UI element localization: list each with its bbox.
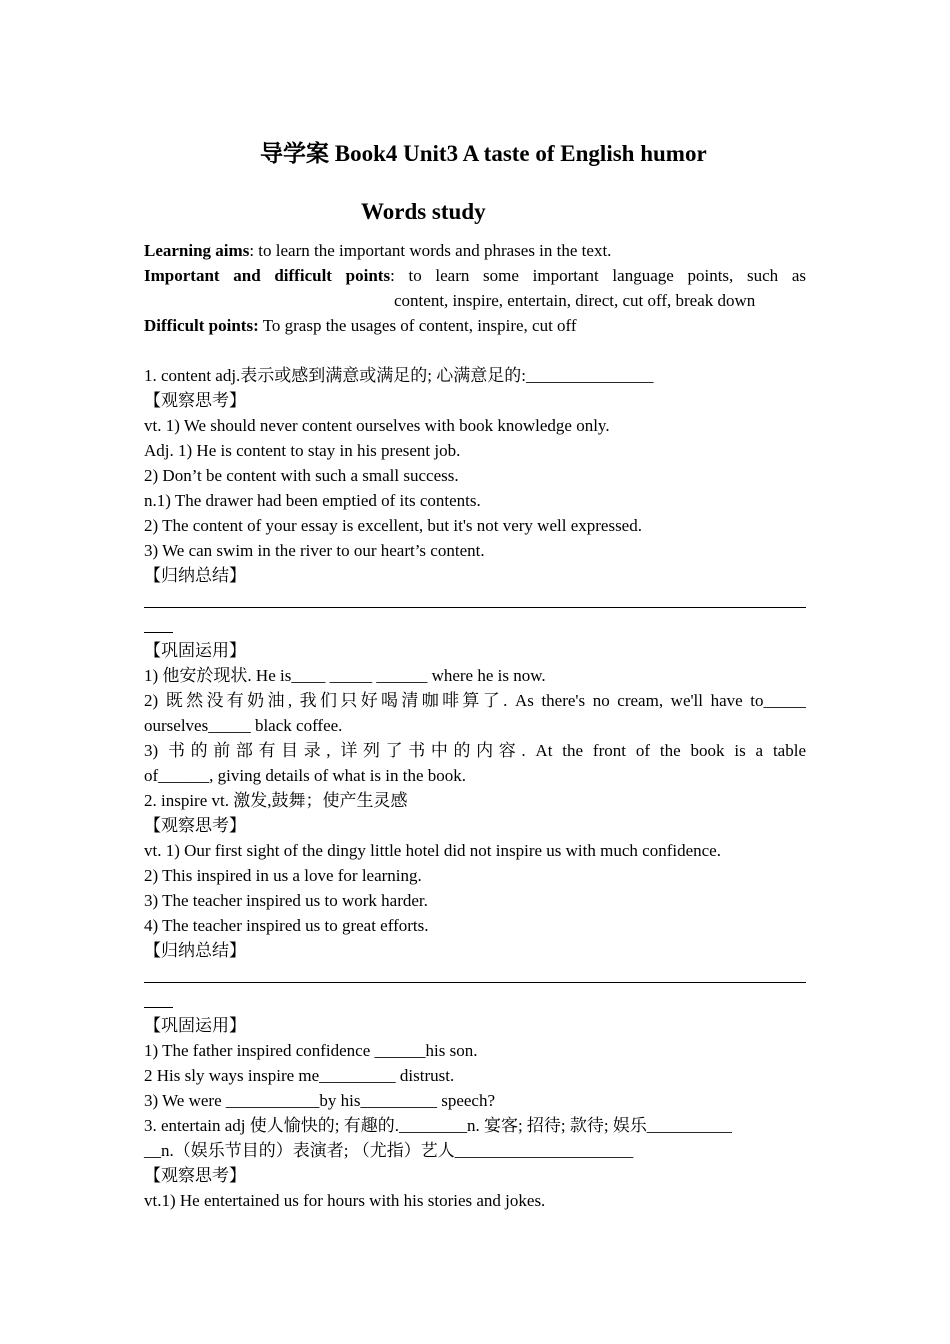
content-observe-label: 【观察思考】	[144, 391, 246, 410]
difficult-points-label: Difficult points:	[144, 316, 259, 335]
document-title: 导学案 Book4 Unit3 A taste of English humor	[260, 141, 707, 166]
entertain-example: vt.1) He entertained us for hours with his stories and jokes.	[144, 1191, 546, 1210]
inspire-exercise: 1) The father inspired confidence ______his son.	[144, 1041, 478, 1060]
inspire-example: 4) The teacher inspired us to great efforts.	[144, 916, 429, 935]
learning-aims-label: Learning aims	[144, 241, 250, 260]
content-exercise-continued: ourselves_____ black coffee.	[144, 716, 343, 735]
inspire-summary-answer-line-end	[144, 988, 806, 1013]
content-summary-label: 【归纳总结】	[144, 566, 246, 585]
document-subtitle: Words study	[361, 199, 486, 224]
content-practice-label: 【巩固运用】	[144, 641, 246, 660]
inspire-summary-label: 【归纳总结】	[144, 941, 246, 960]
content-example: 3) We can swim in the river to our heart’s content.	[144, 541, 485, 560]
content-summary-answer-line-end	[144, 613, 806, 638]
content-example: Adj. 1) He is content to stay in his present job.	[144, 441, 461, 460]
inspire-summary-answer-line	[144, 963, 806, 988]
inspire-exercise: 3) We were ___________by his_________ speech?	[144, 1091, 495, 1110]
document-body	[144, 238, 806, 1213]
difficult-points-text: To grasp the usages of content, inspire, cut off	[258, 316, 577, 335]
inspire-heading: 2. inspire vt. 激发,鼓舞；使产生灵感	[144, 791, 408, 810]
content-summary-answer-line	[144, 588, 806, 613]
learning-aims	[144, 238, 806, 263]
difficult-points	[144, 313, 806, 338]
content-exercise: 2) 既然没有奶油, 我们只好喝清咖啡算了. As there's no cream, we'll have to_____	[144, 691, 806, 710]
content-exercise-continued: of______, giving details of what is in the book.	[144, 766, 467, 785]
blank-line	[144, 338, 806, 363]
learning-aims-text: : to learn the important words and phrases in the text.	[249, 241, 612, 260]
important-points-continued: content, inspire, entertain, direct, cut off, break down	[394, 291, 756, 310]
content-example: 2) Don’t be content with such a small success.	[144, 466, 459, 485]
content-example: n.1) The drawer had been emptied of its contents.	[144, 491, 481, 510]
content-example: vt. 1) We should never content ourselves with book knowledge only.	[144, 416, 610, 435]
entertain-observe-label: 【观察思考】	[144, 1166, 246, 1185]
content-exercise: 3) 书的前部有目录, 详列了书中的内容. At the front of the book is a table	[144, 741, 806, 760]
inspire-example: 3) The teacher inspired us to work harder.	[144, 891, 428, 910]
content-exercise: 1) 他安於现状. He is____ _____ ______ where he is now.	[144, 666, 546, 685]
inspire-observe-label: 【观察思考】	[144, 816, 246, 835]
important-points-text: : to learn some important language points, such as	[390, 266, 806, 285]
inspire-example: vt. 1) Our first sight of the dingy little hotel did not inspire us with much confidence.	[144, 841, 721, 860]
important-points	[144, 263, 806, 288]
entertain-heading-continued: __n.（娱乐节目的）表演者; （尤指）艺人_____________________	[144, 1141, 634, 1160]
content-heading: 1. content adj.表示或感到满意或满足的; 心满意足的:_______________	[144, 366, 654, 385]
content-example: 2) The content of your essay is excellent, but it's not very well expressed.	[144, 516, 642, 535]
inspire-practice-label: 【巩固运用】	[144, 1016, 246, 1035]
entertain-heading: 3. entertain adj 使人愉快的; 有趣的.________n. 宴客; 招待; 款待; 娱乐__________	[144, 1116, 732, 1135]
inspire-exercise: 2 His sly ways inspire me_________ distrust.	[144, 1066, 455, 1085]
important-points-label: Important and difficult points	[144, 266, 391, 285]
inspire-example: 2) This inspired in us a love for learning.	[144, 866, 422, 885]
